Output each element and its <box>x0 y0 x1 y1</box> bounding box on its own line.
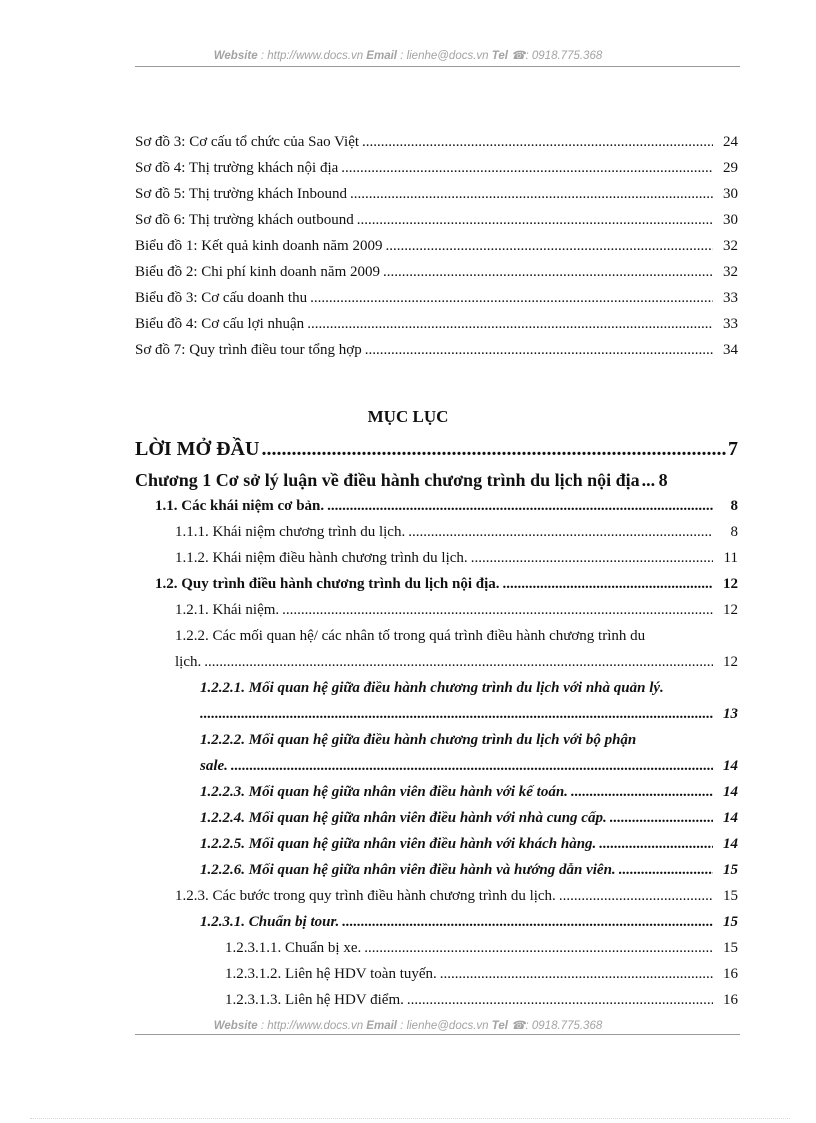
figure-entry <box>135 234 738 258</box>
toc-label: 1.2.3. Các bước trong quy trình điều hành chương trình du lịch. <box>175 888 556 904</box>
figure-label: Sơ đồ 5: Thị trường khách Inbound <box>135 186 348 202</box>
header-rule <box>135 66 740 67</box>
toc-entry-1-1[interactable] <box>155 494 738 518</box>
toc-entry-intro[interactable] <box>135 435 738 463</box>
toc-label: Chương 1 Cơ sở lý luận về điều hành chương trình du lịch nội địa <box>135 470 640 490</box>
leader-dots <box>342 910 713 934</box>
toc-entry-1-2-2-4[interactable] <box>200 806 738 830</box>
leader-dots <box>385 234 713 258</box>
figure-label: Sơ đồ 3: Cơ cấu tổ chức của Sao Việt <box>135 134 360 150</box>
leader-dots <box>503 572 714 596</box>
toc-label: 1.1.2. Khái niệm điều hành chương trình du lịch. <box>175 550 468 566</box>
figure-page: 30 <box>723 186 738 202</box>
toc-page: 14 <box>723 810 738 826</box>
toc-label: 1.2.3.1.1. Chuẩn bị xe. <box>225 940 362 956</box>
toc-entry-1-2-2-line1[interactable]: 1.2.2. Các mối quan hệ/ các nhân tố trong quá trình điều hành chương trình du <box>175 628 646 644</box>
figure-entry <box>135 156 738 180</box>
website-value: : http://www.docs.vn <box>257 1020 367 1032</box>
toc-page: 8 <box>730 498 738 514</box>
page-edge-dots <box>30 1118 790 1120</box>
figure-label: Biểu đồ 2: Chi phí kinh doanh năm 2009 <box>135 264 380 280</box>
figure-entry <box>135 130 738 154</box>
figure-label: Sơ đồ 7: Quy trình điều tour tổng hợp <box>135 342 362 358</box>
figure-label: Biểu đồ 3: Cơ cấu doanh thu <box>135 290 308 306</box>
toc-page: 16 <box>723 966 738 982</box>
toc-label: 1.2. Quy trình điều hành chương trình du lịch nội địa. <box>155 576 500 592</box>
phone-icon: ☎ <box>511 50 526 62</box>
leader-dots <box>282 598 713 622</box>
leader-dots <box>642 466 656 494</box>
toc-page: 13 <box>723 706 738 722</box>
toc-entry-1-2-2-line2[interactable] <box>175 650 738 674</box>
leader-dots <box>408 520 713 544</box>
email-label: Email <box>366 1020 397 1032</box>
tel-label: Tel <box>491 50 508 62</box>
website-value: : http://www.docs.vn <box>257 50 367 62</box>
leader-dots <box>307 312 713 336</box>
figure-entry <box>135 260 738 284</box>
toc-entry-1-2-2-3[interactable] <box>200 780 738 804</box>
toc-page: 14 <box>723 758 738 774</box>
figure-entry <box>135 286 738 310</box>
toc-label: 1.2.2.5. Mối quan hệ giữa nhân viên điều hành với khách hàng. <box>200 836 597 852</box>
toc-entry-1-2-1[interactable] <box>175 598 738 622</box>
toc-entry-1-1-1[interactable] <box>175 520 738 544</box>
page-header <box>0 48 816 62</box>
toc-label: 1.2.1. Khái niệm. <box>175 602 280 618</box>
email-value: : lienhe@docs.vn <box>396 50 492 62</box>
leader-dots <box>383 260 713 284</box>
toc-entry-1-2-2-2-line2[interactable] <box>200 754 738 778</box>
toc-page: 12 <box>723 576 738 592</box>
website-label: Website <box>213 1020 258 1032</box>
toc-page: 15 <box>723 888 738 904</box>
toc-page: 12 <box>723 654 738 670</box>
leader-dots <box>610 806 713 830</box>
toc-entry-1-2-2-5[interactable] <box>200 832 738 856</box>
figure-page: 32 <box>723 264 738 280</box>
toc-label: 1.2.2.3. Mối quan hệ giữa nhân viên điều hành với kế toán. <box>200 784 568 800</box>
toc-page: 8 <box>658 470 668 490</box>
tel-value: : 0918.775.368 <box>525 50 603 62</box>
leader-dots <box>407 988 713 1012</box>
page-footer <box>0 1018 816 1032</box>
leader-dots <box>261 435 726 463</box>
toc-entry-1-2-3-1-3[interactable] <box>225 988 738 1012</box>
toc-title: MỤC LỤC <box>367 407 449 426</box>
toc-entry-1-2-2-6[interactable] <box>200 858 738 882</box>
toc-entry-1-2-2-1-line2[interactable] <box>200 702 738 726</box>
toc-label: 1.2.2.6. Mối quan hệ giữa nhân viên điều hành và hướng dẫn viên. <box>200 862 616 878</box>
toc-page: 11 <box>723 550 738 566</box>
figure-entry <box>135 312 738 336</box>
leader-dots <box>440 962 713 986</box>
figure-label: Biểu đồ 1: Kết quả kinh doanh năm 2009 <box>135 238 383 254</box>
leader-dots <box>362 130 713 154</box>
toc-label: 1.2.2.4. Mối quan hệ giữa nhân viên điều hành với nhà cung cấp. <box>200 810 607 826</box>
toc-entry-1-2-3-1-2[interactable] <box>225 962 738 986</box>
figure-page: 34 <box>723 342 738 358</box>
email-label: Email <box>366 50 397 62</box>
toc-entry-1-1-2[interactable] <box>175 546 738 570</box>
leader-dots <box>365 338 713 362</box>
toc-page: 12 <box>723 602 738 618</box>
toc-label: 1.1. Các khái niệm cơ bản. <box>155 498 325 514</box>
footer-rule <box>135 1034 740 1035</box>
figure-entry <box>135 182 738 206</box>
leader-dots <box>364 936 713 960</box>
figure-page: 32 <box>723 238 738 254</box>
toc-entry-1-2[interactable] <box>155 572 738 596</box>
leader-dots <box>204 650 713 674</box>
leader-dots <box>571 780 713 804</box>
website-label: Website <box>213 50 258 62</box>
leader-dots <box>341 156 713 180</box>
leader-dots <box>357 208 713 232</box>
toc-label: 1.2.3.1.3. Liên hệ HDV điểm. <box>225 992 404 1008</box>
toc-label: 1.1.1. Khái niệm chương trình du lịch. <box>175 524 406 540</box>
leader-dots <box>559 884 713 908</box>
toc-page: 15 <box>723 862 738 878</box>
leader-dots <box>231 754 713 778</box>
tel-value: : 0918.775.368 <box>525 1020 603 1032</box>
toc-entry-chapter-1[interactable] <box>135 466 738 494</box>
toc-entry-1-2-3-1[interactable] <box>200 910 738 934</box>
tel-label: Tel <box>491 1020 508 1032</box>
phone-icon: ☎ <box>511 1020 526 1032</box>
toc-entry-1-2-3[interactable] <box>175 884 738 908</box>
toc-label: 1.2.3.1. Chuẩn bị tour. <box>200 914 340 930</box>
toc-page: 14 <box>723 836 738 852</box>
figure-page: 33 <box>723 316 738 332</box>
toc-label: LỜI MỞ ĐẦU <box>135 438 260 460</box>
figure-entry <box>135 338 738 362</box>
leader-dots <box>200 702 713 726</box>
toc-label: lịch. <box>175 654 202 670</box>
toc-page: 14 <box>723 784 738 800</box>
figure-label: Biểu đồ 4: Cơ cấu lợi nhuận <box>135 316 305 332</box>
leader-dots <box>310 286 713 310</box>
toc-entry-1-2-3-1-1[interactable] <box>225 936 738 960</box>
leader-dots <box>599 832 713 856</box>
toc-page: 7 <box>728 438 738 460</box>
leader-dots <box>327 494 713 518</box>
toc-label: sale. <box>200 758 228 774</box>
figure-label: Sơ đồ 6: Thị trường khách outbound <box>135 212 354 228</box>
figure-page: 29 <box>723 160 738 176</box>
email-value: : lienhe@docs.vn <box>396 1020 492 1032</box>
figure-entry <box>135 208 738 232</box>
figure-page: 30 <box>723 212 738 228</box>
toc-page: 8 <box>730 524 738 540</box>
figure-label: Sơ đồ 4: Thị trường khách nội địa <box>135 160 339 176</box>
toc-label: 1.2.3.1.2. Liên hệ HDV toàn tuyến. <box>225 966 437 982</box>
toc-entry-1-2-2-1-line1[interactable]: 1.2.2.1. Mối quan hệ giữa điều hành chương trình du lịch với nhà quản lý. <box>200 680 664 696</box>
figure-page: 24 <box>723 134 738 150</box>
leader-dots <box>471 546 713 570</box>
toc-page: 15 <box>723 914 738 930</box>
figure-page: 33 <box>723 290 738 306</box>
toc-page: 15 <box>723 940 738 956</box>
leader-dots <box>619 858 713 882</box>
toc-entry-1-2-2-2-line1[interactable]: 1.2.2.2. Mối quan hệ giữa điều hành chương trình du lịch với bộ phận <box>200 732 637 748</box>
leader-dots <box>350 182 713 206</box>
toc-page: 16 <box>723 992 738 1008</box>
